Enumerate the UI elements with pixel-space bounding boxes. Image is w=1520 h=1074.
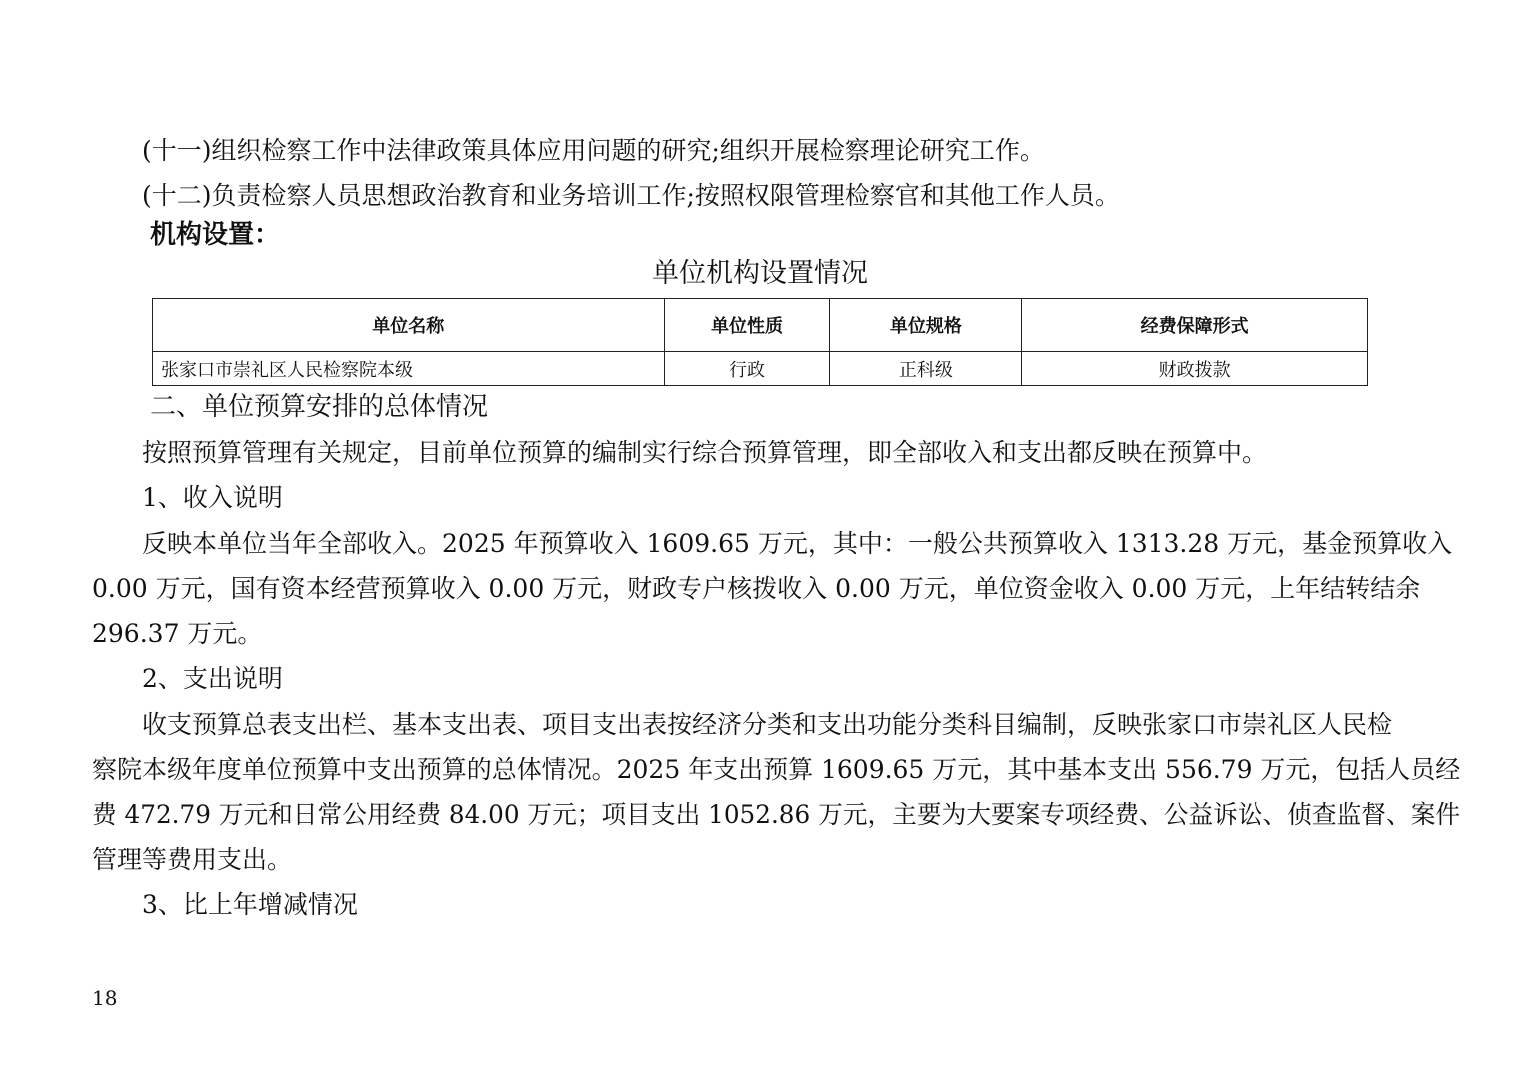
expense-line-1: 收支预算总表支出栏、基本支出表、项目支出表按经济分类和支出功能分类科目编制，反映张家口市崇礼区人民检: [142, 710, 1393, 739]
income-heading: 1、收入说明: [142, 483, 283, 512]
org-table-header-row: [153, 299, 1368, 352]
org-setup-heading: 机构设置：: [150, 220, 281, 250]
page-number: 18: [92, 986, 118, 1010]
org-table-header-cell: 单位性质: [664, 299, 830, 352]
expense-line-2: 察院本级年度单位预算中支出预算的总体情况。2025 年支出预算 1609.65 万元，其中基本支出 556.79 万元，包括人员经: [92, 755, 1461, 784]
income-line-2: 0.00 万元，国有资本经营预算收入 0.00 万元，财政专户核拨收入 0.00 万元，单位资金收入 0.00 万元，上年结转结余: [92, 574, 1421, 603]
income-line-1: 反映本单位当年全部收入。2025 年预算收入 1609.65 万元，其中：一般公共预算收入 1313.28 万元，基金预算收入: [142, 529, 1453, 558]
income-line-3: 296.37 万元。: [92, 619, 263, 648]
expense-line-4: 管理等费用支出。: [92, 845, 293, 874]
org-table-header-cell: 经费保障形式: [1022, 299, 1368, 352]
change-heading: 3、比上年增减情况: [142, 890, 358, 919]
expense-heading: 2、支出说明: [142, 664, 283, 693]
org-table-title: 单位机构设置情况: [652, 258, 868, 289]
section2-heading: 二、单位预算安排的总体情况: [150, 392, 489, 422]
org-table-header-cell: 单位名称: [153, 299, 665, 352]
org-table-header-cell: 单位规格: [830, 299, 1022, 352]
org-table-cell-unit-level: 正科级: [830, 352, 1022, 386]
table-row: [153, 352, 1368, 386]
duty-item-11: (十一)组织检察工作中法律政策具体应用问题的研究;组织开展检察理论研究工作。: [142, 136, 1045, 165]
duty-item-12: (十二)负责检察人员思想政治教育和业务培训工作;按照权限管理检察官和其他工作人员。: [142, 181, 1120, 210]
org-table-cell-unit-name: 张家口市崇礼区人民检察院本级: [153, 352, 665, 386]
org-table-cell-unit-nature: 行政: [664, 352, 830, 386]
section2-intro: 按照预算管理有关规定，目前单位预算的编制实行综合预算管理，即全部收入和支出都反映在预算中。: [142, 438, 1268, 467]
org-table: [152, 298, 1368, 386]
org-table-cell-funding-form: 财政拨款: [1022, 352, 1368, 386]
expense-line-3: 费 472.79 万元和日常公用经费 84.00 万元；项目支出 1052.86 万元，主要为大要案专项经费、公益诉讼、侦查监督、案件: [92, 800, 1461, 829]
